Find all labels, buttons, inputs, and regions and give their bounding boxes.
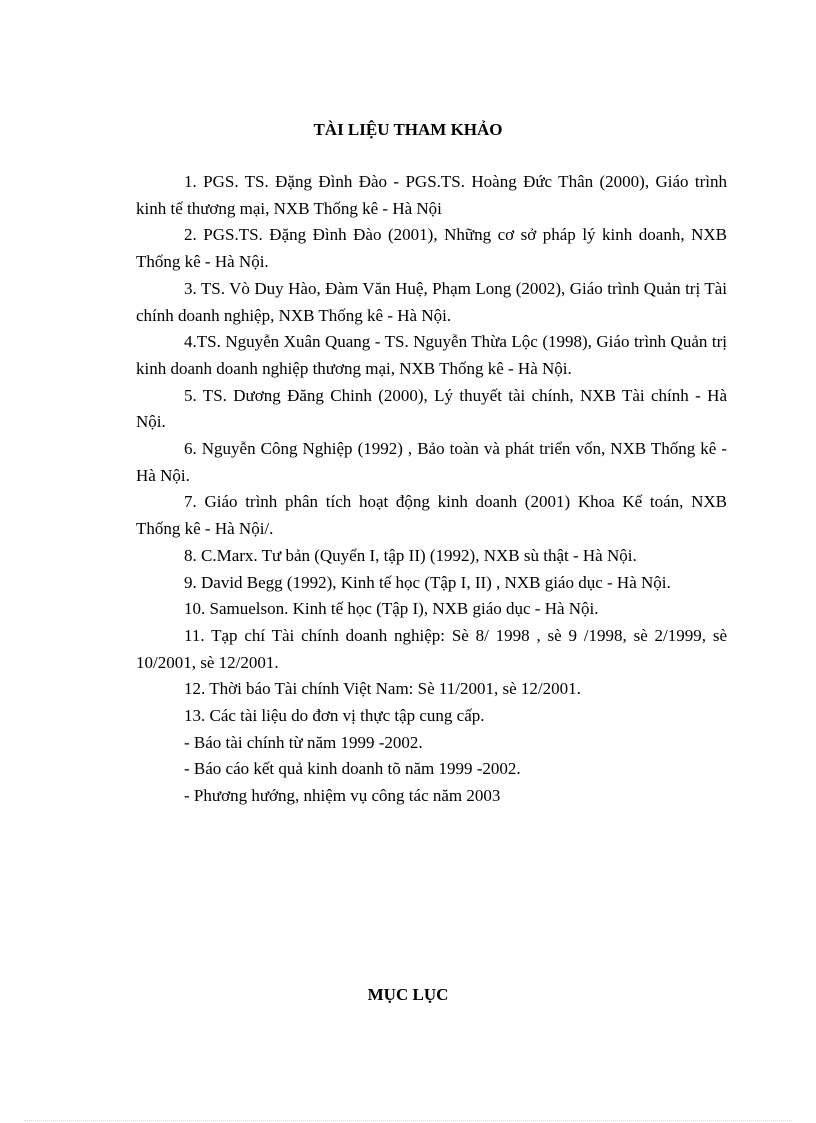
reference-item-1: 1. PGS. TS. Đặng Đình Đào - PGS.TS. Hoàng Đức Thân (2000), Giáo trình kinh tế thương mại, NXB Thống kê - Hà Nội xyxy=(136,172,727,218)
reference-item-10: 10. Samuelson. Kinh tế học (Tập I), NXB giáo dục - Hà Nội. xyxy=(184,599,599,619)
reference-item-12: 12. Thời báo Tài chính Việt Nam: Sè 11/2001, sè 12/2001. xyxy=(184,679,581,699)
reference-item-6: 6. Nguyễn Công Nghiệp (1992) , Bảo toàn và phát triển vốn, NXB Thống kê - Hà Nội. xyxy=(136,439,727,485)
reference-item-2: 2. PGS.TS. Đặng Đình Đào (2001), Những cơ sở pháp lý kinh doanh, NXB Thống kê - Hà Nội. xyxy=(136,225,727,272)
reference-item-9: 9. David Begg (1992), Kinh tế học (Tập I, II) , NXB giáo dục - Hà Nội. xyxy=(184,572,671,592)
reference-item-13: 13. Các tài liệu do đơn vị thực tập cung cấp. xyxy=(184,706,485,726)
reference-item-7: 7. Giáo trình phân tích hoạt động kinh doanh (2001) Khoa Kế toán, NXB Thống kê - Hà Nội/. xyxy=(136,492,727,539)
toc-title: MỤC LỤC xyxy=(367,985,449,1004)
reference-item-5: 5. TS. Dương Đăng Chinh (2000), Lý thuyết tài chính, NXB Tài chính - Hà Nội. xyxy=(136,385,727,432)
reference-item-4: 4.TS. Nguyễn Xuân Quang - TS. Nguyễn Thừa Lộc (1998), Giáo trình Quản trị kinh doanh doanh nghiệp thương mại, NXB Thống kê - Hà Nội. xyxy=(136,332,727,378)
sub-item-2: - Báo cáo kết quả kinh doanh tõ năm 1999 -2002. xyxy=(184,759,521,779)
sub-item-1: - Báo tài chính từ năm 1999 -2002. xyxy=(184,732,423,752)
sub-item-3: - Phương hướng, nhiệm vụ công tác năm 2003 xyxy=(184,786,501,806)
page-break-divider xyxy=(24,1120,792,1121)
reference-list xyxy=(136,169,727,810)
reference-item-3: 3. TS. Vò Duy Hào, Đàm Văn Huệ, Phạm Long (2002), Giáo trình Quản trị Tài chính doanh nghiệp, NXB Thống kê - Hà Nội. xyxy=(136,278,727,325)
reference-item-11: 11. Tạp chí Tài chính doanh nghiệp: Sè 8/ 1998 , sè 9 /1998, sè 2/1999, sè 10/2001, sè 12/2001. xyxy=(136,625,727,672)
reference-item-8: 8. C.Marx. Tư bản (Quyển I, tập II) (1992), NXB sù thật - Hà Nội. xyxy=(184,545,637,565)
references-title: TÀI LIỆU THAM KHẢO xyxy=(313,120,503,139)
